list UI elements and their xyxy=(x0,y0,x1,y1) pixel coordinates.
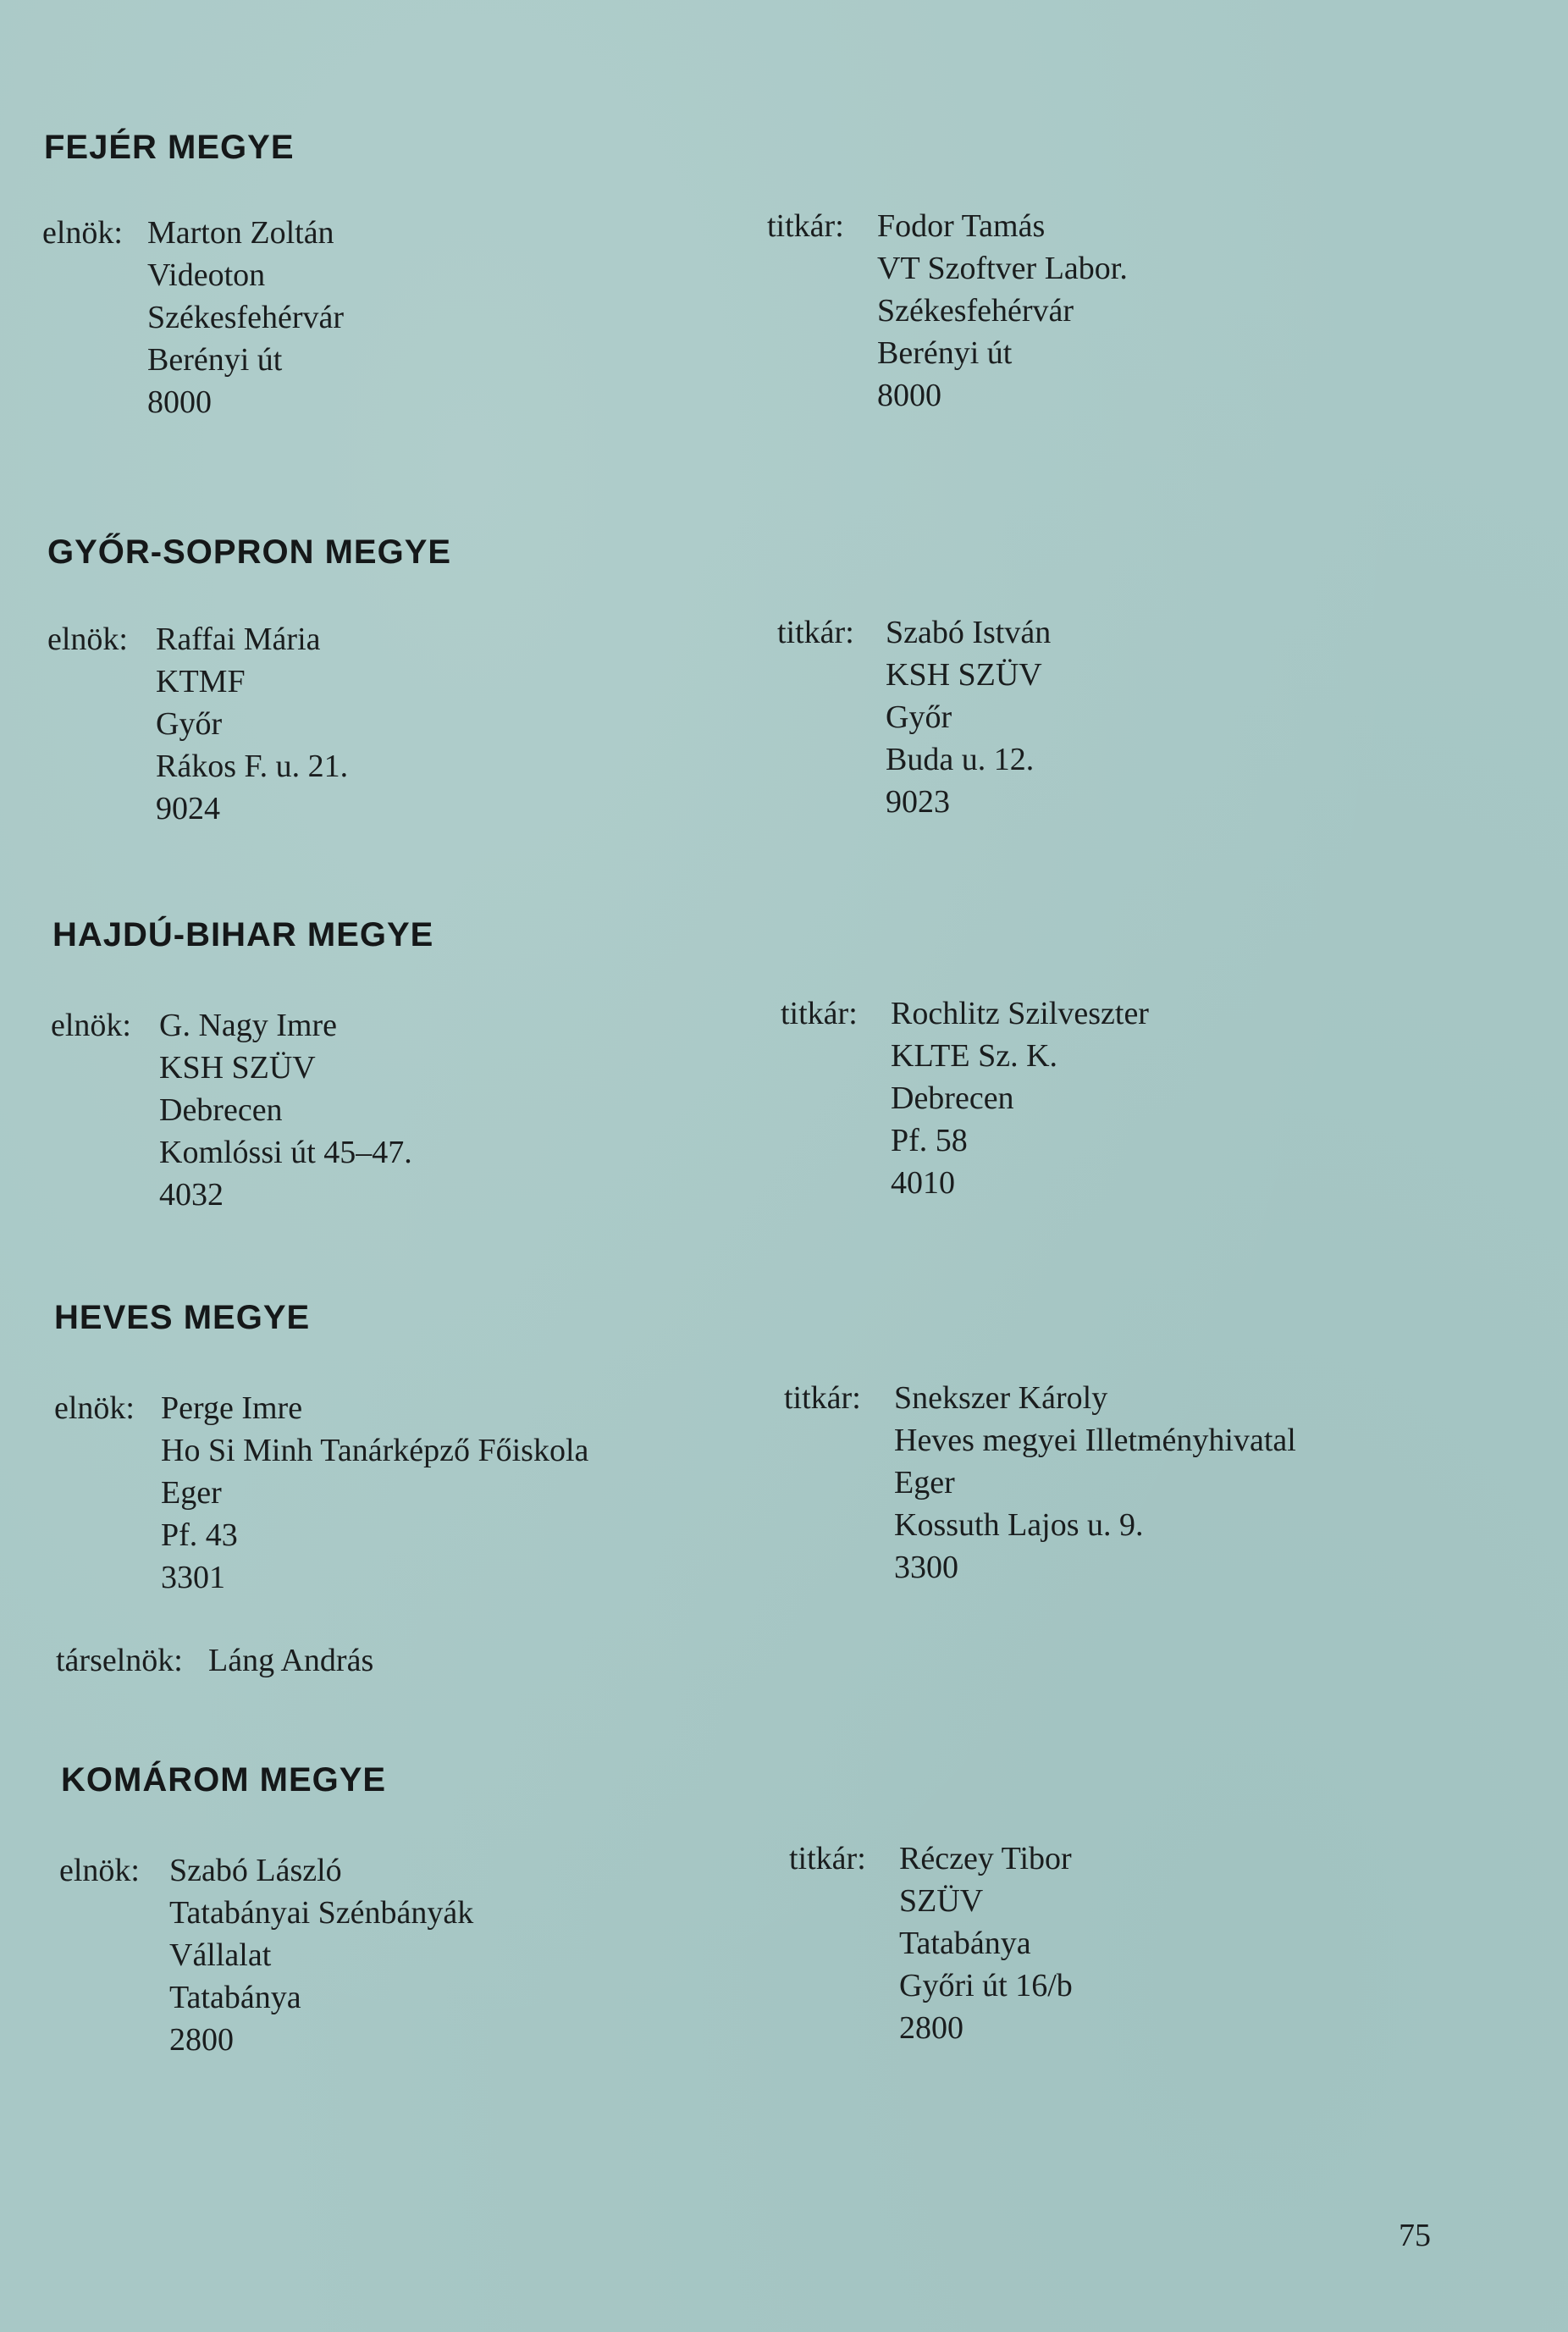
role-label: titkár: xyxy=(781,996,858,1031)
address-block xyxy=(894,1377,1296,1589)
city: Székesfehérvár xyxy=(147,300,345,335)
po-box: Pf. 43 xyxy=(161,1517,238,1553)
postal-code: 9023 xyxy=(886,784,950,820)
county-heading-fejer: FEJÉR MEGYE xyxy=(44,129,295,166)
role-label: titkár: xyxy=(784,1380,861,1416)
role-label: titkár: xyxy=(767,208,844,244)
city: Eger xyxy=(894,1465,955,1500)
county-heading-hajdu-bihar: HAJDÚ-BIHAR MEGYE xyxy=(52,916,434,953)
address-block xyxy=(891,992,1149,1204)
postal-code: 9024 xyxy=(156,791,220,826)
city: Győr xyxy=(886,699,952,735)
postal-code: 3301 xyxy=(161,1560,225,1595)
address-block xyxy=(156,618,348,830)
county-heading-heves: HEVES MEGYE xyxy=(54,1299,311,1336)
role-label: társelnök: xyxy=(56,1643,183,1678)
role-label: elnök: xyxy=(47,622,128,657)
street: Berényi út xyxy=(147,342,283,378)
person-name: Rochlitz Szilveszter xyxy=(891,996,1149,1031)
person-name: Szabó László xyxy=(169,1853,342,1888)
city: Székesfehérvár xyxy=(877,293,1074,329)
street: Komlóssi út 45–47. xyxy=(159,1135,412,1170)
address-block xyxy=(147,212,344,423)
street: Kossuth Lajos u. 9. xyxy=(894,1507,1144,1543)
postal-code: 4010 xyxy=(891,1165,955,1201)
person-name: Fodor Tamás xyxy=(877,208,1046,244)
person-name: G. Nagy Imre xyxy=(159,1008,337,1043)
person-name: Snekszer Károly xyxy=(894,1380,1108,1416)
city: Tatabánya xyxy=(169,1980,301,2015)
street: Buda u. 12. xyxy=(886,742,1035,777)
address-block xyxy=(886,611,1051,823)
street: Pf. 58 xyxy=(891,1123,968,1158)
role-label: elnök: xyxy=(51,1008,131,1043)
role-label: elnök: xyxy=(59,1853,140,1888)
institution: Videoton xyxy=(147,257,266,293)
address-block xyxy=(899,1837,1073,2049)
address-block xyxy=(159,1004,412,1216)
city: Eger xyxy=(161,1475,222,1511)
institution: KSH SZÜV xyxy=(159,1050,316,1086)
city: Győr xyxy=(156,706,223,742)
institution: KSH SZÜV xyxy=(886,657,1042,693)
county-heading-komarom: KOMÁROM MEGYE xyxy=(61,1761,387,1799)
street: Győri út 16/b xyxy=(899,1968,1073,2003)
role-label: titkár: xyxy=(789,1841,866,1876)
institution: Ho Si Minh Tanárképző Főiskola xyxy=(161,1433,589,1468)
institution: KTMF xyxy=(156,664,246,699)
person-name: Szabó István xyxy=(886,615,1052,650)
person-name: Láng András xyxy=(208,1643,374,1678)
role-label: titkár: xyxy=(777,615,854,650)
address-block xyxy=(169,1849,473,2061)
street: Berényi út xyxy=(877,335,1013,371)
address-block xyxy=(877,205,1128,417)
institution: Tatabányai Szénbányák xyxy=(169,1895,474,1931)
postal-code: 2800 xyxy=(169,2022,234,2058)
institution: VT Szoftver Labor. xyxy=(877,251,1128,286)
role-label: elnök: xyxy=(54,1390,135,1426)
street: Rákos F. u. 21. xyxy=(156,749,349,784)
person-name: Raffai Mária xyxy=(156,622,321,657)
postal-code: 2800 xyxy=(899,2010,963,2046)
postal-code: 4032 xyxy=(159,1177,224,1213)
city: Tatabánya xyxy=(899,1926,1031,1961)
county-heading-gyor-sopron: GYŐR-SOPRON MEGYE xyxy=(47,533,452,571)
institution: SZÜV xyxy=(899,1883,984,1919)
person-name: Perge Imre xyxy=(161,1390,303,1426)
institution: Heves megyei Illetményhivatal xyxy=(894,1423,1296,1458)
person-name: Marton Zoltán xyxy=(147,215,334,251)
city: Debrecen xyxy=(159,1092,283,1128)
address-block xyxy=(208,1639,373,1682)
postal-code: 8000 xyxy=(147,384,212,420)
institution: KLTE Sz. K. xyxy=(891,1038,1058,1074)
postal-code: 8000 xyxy=(877,378,941,413)
postal-code: 3300 xyxy=(894,1550,958,1585)
role-label: elnök: xyxy=(42,215,123,251)
page-number: 75 xyxy=(1399,2218,1431,2253)
person-name: Réczey Tibor xyxy=(899,1841,1072,1876)
city: Debrecen xyxy=(891,1080,1014,1116)
address-block xyxy=(161,1387,588,1599)
institution-continued: Vállalat xyxy=(169,1937,272,1973)
